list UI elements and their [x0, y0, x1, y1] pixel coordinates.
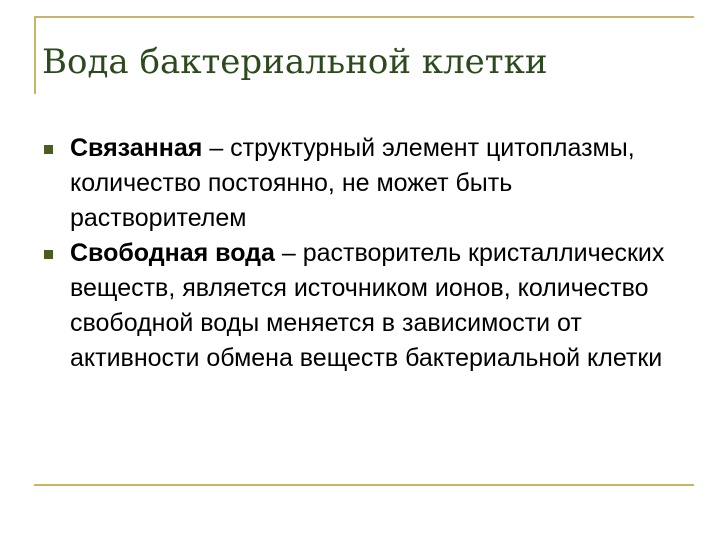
bullet-list [42, 131, 682, 376]
frame-top-line [34, 16, 694, 18]
slide-title: Вода бактериальной клетки [42, 42, 548, 82]
bullet-item-bound-water [42, 131, 682, 236]
frame-bottom-line [34, 484, 694, 486]
frame-left-line [34, 16, 36, 94]
square-bullet-icon [44, 145, 53, 154]
bullet-term: Связанная [70, 134, 203, 162]
bullet-text: – структурный элемент цитоплазмы, количество постоянно, не может быть растворителем [70, 134, 635, 232]
bullet-item-free-water [42, 236, 682, 376]
bullet-term: Свободная вода [70, 239, 275, 267]
bullet-text: – растворитель кристаллических веществ, является источником ионов, количество свободной воды меняется в зависимости от активности обмена веществ бактериальной клетки [70, 239, 665, 372]
square-bullet-icon [44, 250, 53, 259]
